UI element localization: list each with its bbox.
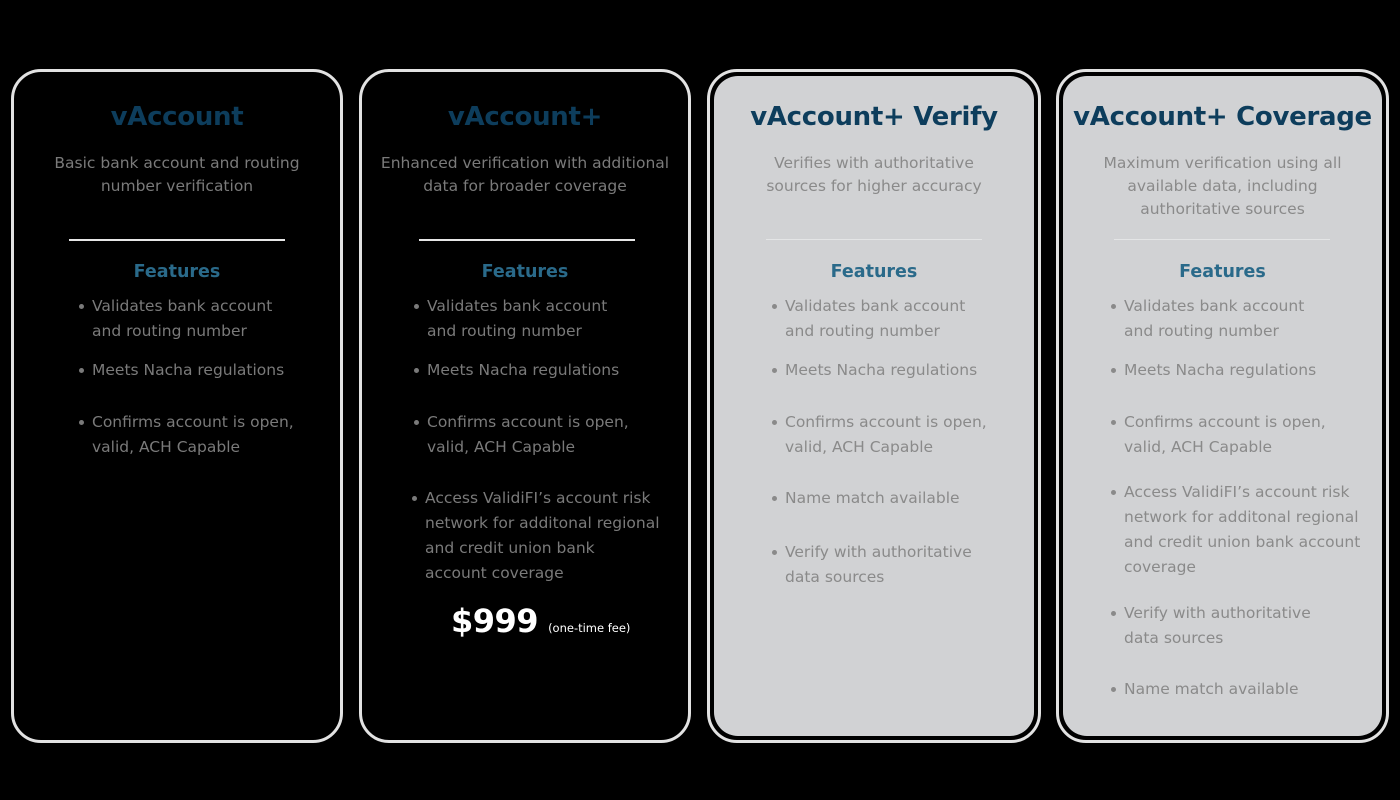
- feature-item: Validates bank account and routing number: [785, 294, 985, 344]
- plan-title: vAccount+ Coverage: [1073, 102, 1372, 132]
- price: [451, 602, 630, 640]
- divider: [69, 239, 285, 241]
- feature-item: Meets Nacha regulations: [785, 358, 1005, 383]
- price-note: (one-time fee): [548, 621, 631, 635]
- features-heading: Features: [481, 262, 569, 282]
- divider: [419, 239, 635, 241]
- feature-item: Confirms account is open, valid, ACH Capable: [1124, 410, 1344, 460]
- feature-item: Meets Nacha regulations: [1124, 358, 1344, 383]
- plan-description: Basic bank account and routing number verification: [54, 154, 300, 195]
- feature-item: Confirms account is open, valid, ACH Capable: [92, 410, 312, 460]
- features-heading: Features: [1179, 262, 1266, 282]
- plan-card-vaccount-plus-coverage: [1056, 69, 1389, 743]
- plan-title: vAccount: [110, 102, 244, 132]
- feature-item: Meets Nacha regulations: [427, 358, 647, 383]
- feature-item: Access ValidiFI’s account risk network for additonal regional and credit union bank account coverage: [1124, 480, 1369, 580]
- feature-item: Access ValidiFI’s account risk network for additonal regional and credit union bank account coverage: [425, 486, 660, 586]
- feature-item: Name match available: [1124, 677, 1344, 702]
- price-amount: $999: [451, 602, 539, 640]
- plan-title: vAccount+ Verify: [750, 102, 998, 132]
- features-heading: Features: [133, 262, 221, 282]
- feature-item: Verify with authoritative data sources: [1124, 601, 1324, 651]
- divider: [766, 239, 982, 240]
- feature-item: Validates bank account and routing number: [92, 294, 292, 344]
- feature-item: Name match available: [785, 486, 1005, 511]
- plan-title: vAccount+: [447, 102, 603, 132]
- divider: [1114, 239, 1330, 240]
- feature-item: Verify with authoritative data sources: [785, 540, 985, 590]
- plan-card-vaccount: [11, 69, 343, 743]
- feature-item: Meets Nacha regulations: [92, 358, 312, 383]
- plan-card-vaccount-plus: [359, 69, 691, 743]
- plan-description: Maximum verification using all available data, including authoritative sources: [1103, 154, 1342, 218]
- features-heading: Features: [830, 262, 918, 282]
- plan-description: Enhanced verification with additional data for broader coverage: [380, 154, 670, 195]
- feature-item: Confirms account is open, valid, ACH Capable: [785, 410, 1005, 460]
- feature-item: Confirms account is open, valid, ACH Capable: [427, 410, 647, 460]
- plan-card-vaccount-plus-verify: [707, 69, 1041, 743]
- feature-item: Validates bank account and routing number: [427, 294, 627, 344]
- feature-item: Validates bank account and routing number: [1124, 294, 1324, 344]
- plan-description: Verifies with authoritative sources for higher accuracy: [766, 154, 982, 195]
